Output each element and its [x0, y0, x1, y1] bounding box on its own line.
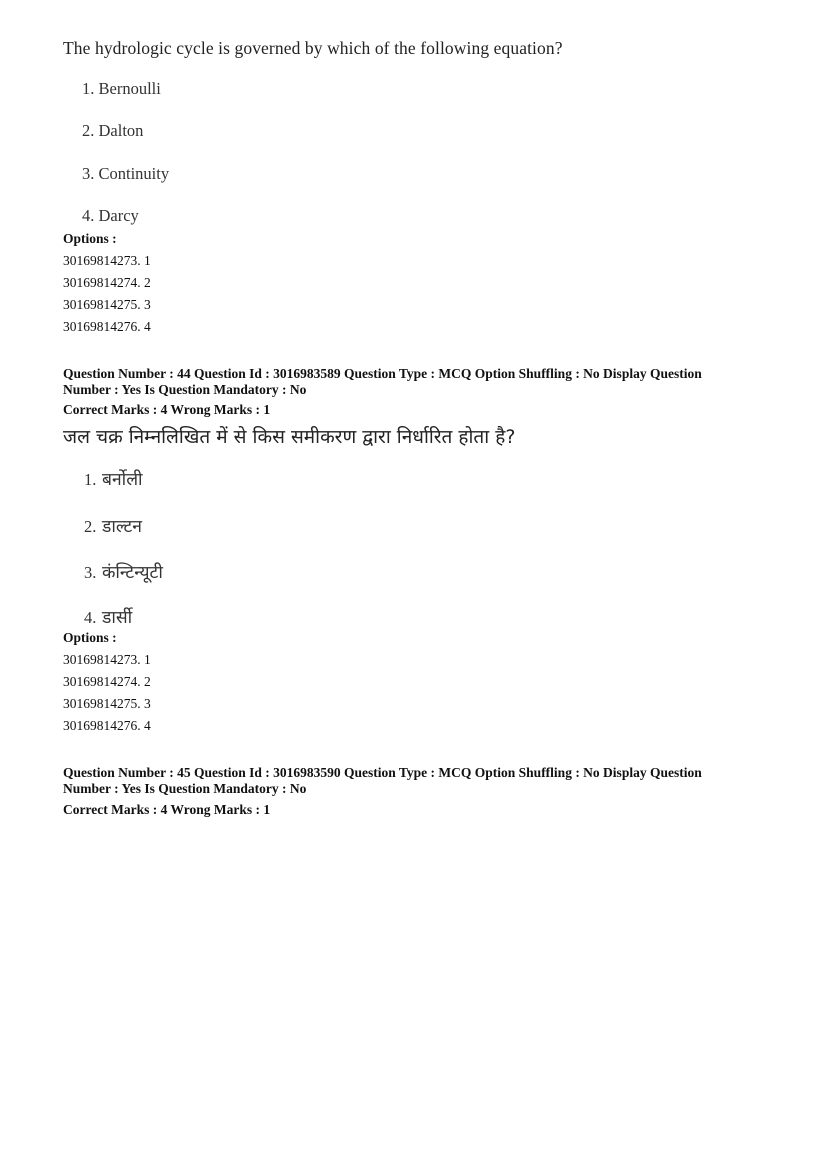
question-43-text: The hydrologic cycle is governed by which of the following equation? [63, 38, 563, 58]
question-44-choice-3: 3. कंन्टिन्यूटी [84, 563, 163, 583]
question-43-choice-3: 3. Continuity [82, 164, 170, 183]
question-44-option-id-4: 30169814276. 4 [63, 718, 151, 733]
question-43-choice-2: 2. Dalton [82, 121, 144, 140]
question-43-option-id-2: 30169814274. 2 [63, 275, 151, 290]
question-43-option-id-1: 30169814273. 1 [63, 253, 151, 268]
question-45-marks: Correct Marks : 4 Wrong Marks : 1 [63, 802, 271, 817]
question-43-option-id-4: 30169814276. 4 [63, 319, 151, 334]
question-45-meta-line-1: Question Number : 45 Question Id : 3016983590 Question Type : MCQ Option Shuffling : No Display Question [63, 765, 702, 780]
question-44-marks: Correct Marks : 4 Wrong Marks : 1 [63, 402, 271, 417]
question-44-choice-1: 1. बर्नोली [84, 470, 143, 490]
question-43-choice-1: 1. Bernoulli [82, 79, 161, 98]
question-44-options-label: Options : [63, 630, 117, 645]
question-44-meta-line-2: Number : Yes Is Question Mandatory : No [63, 382, 307, 397]
question-44-option-id-1: 30169814273. 1 [63, 652, 151, 667]
question-43-options-label: Options : [63, 231, 117, 246]
question-44-option-id-2: 30169814274. 2 [63, 674, 151, 689]
question-43-option-id-3: 30169814275. 3 [63, 297, 151, 312]
question-44-option-id-3: 30169814275. 3 [63, 696, 151, 711]
question-45-meta-line-2: Number : Yes Is Question Mandatory : No [63, 781, 307, 796]
question-44-text: जल चक्र निम्नलिखित में से किस समीकरण द्वारा निर्धारित होता है? [63, 426, 516, 448]
question-44-meta-line-1: Question Number : 44 Question Id : 3016983589 Question Type : MCQ Option Shuffling : No Display Question [63, 366, 702, 381]
question-44-choice-4: 4. डार्सी [84, 608, 133, 628]
question-43-choice-4: 4. Darcy [82, 206, 139, 225]
question-44-choice-2: 2. डाल्टन [84, 517, 143, 537]
